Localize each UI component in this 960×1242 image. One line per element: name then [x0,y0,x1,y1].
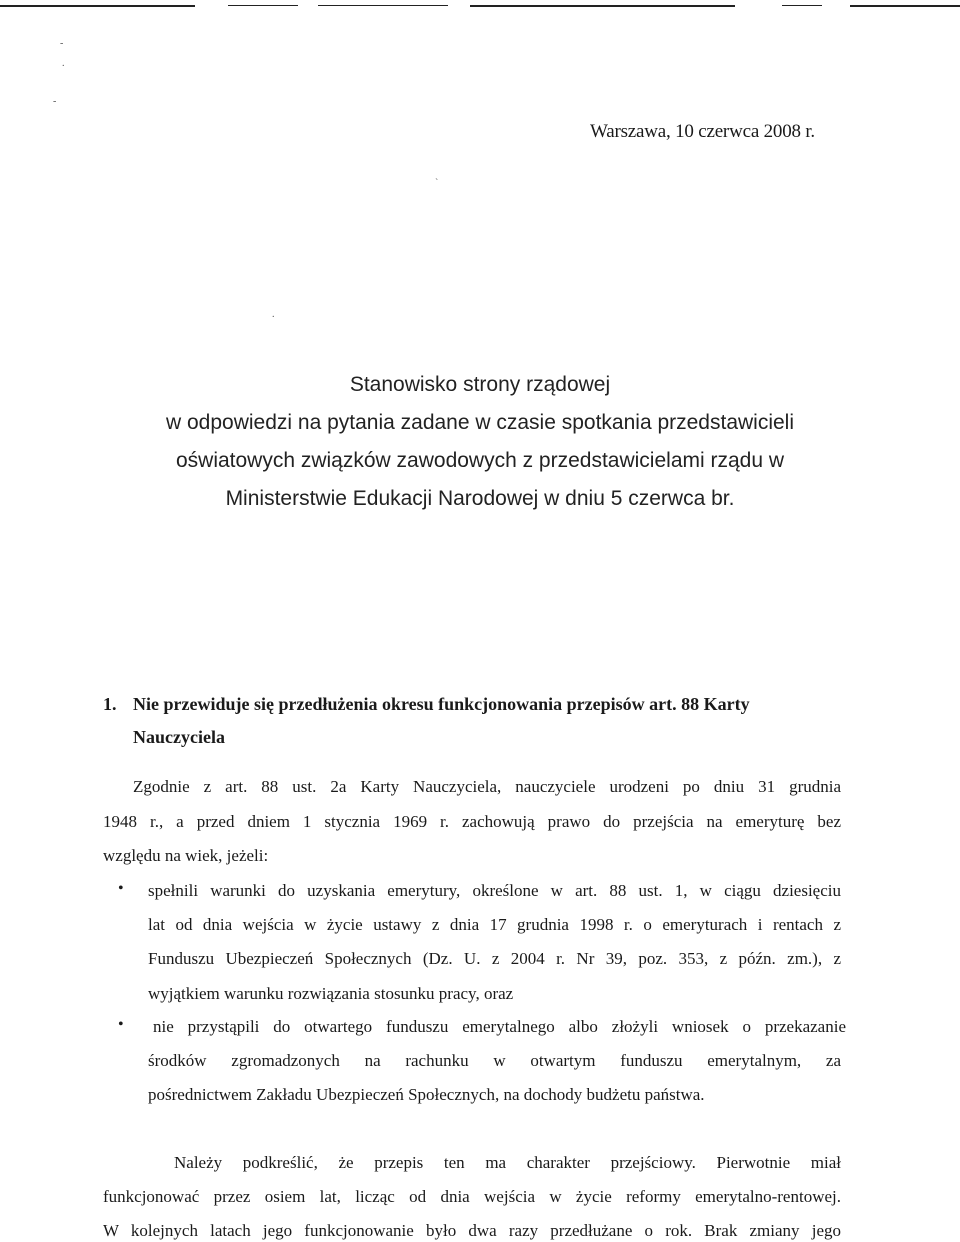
section-heading-text: Nie przewiduje się przedłużenia okresu funkcjonowania przepisów art. 88 Karty [133,694,750,714]
paragraph-line: Należy podkreślić, że przepis ten ma charakter przejściowy. Pierwotnie miał [174,1153,841,1172]
list-item-line: środków zgromadzonych na rachunku w otwartym funduszu emerytalnym, za [148,1051,841,1070]
top-rule-line [470,5,735,7]
list-item-line: spełnili warunki do uzyskania emerytury, określone w art. 88 ust. 1, w ciągu dziesięciu [148,881,841,900]
scan-speck: - [53,96,57,107]
title-line: w odpowiedzi na pytania zadane w czasie spotkania przedstawicieli [165,411,795,434]
top-rule-line [782,5,822,6]
paragraph-line: W kolejnych latach jego funkcjonowanie było dwa razy przedłużane o rok. Brak zmiany jego [103,1221,841,1240]
paragraph-line: względu na wiek, jeżeli: [103,846,269,865]
section-number: 1. [103,694,117,714]
section-heading-text: Nauczyciela [133,727,225,747]
top-rule-line [228,5,298,6]
top-rule-line [0,5,195,7]
paragraph-line: 1948 r., a przed dniem 1 stycznia 1969 r. zachowują prawo do przejścia na emeryturę bez [103,812,841,831]
list-item-line: lat od dnia wejścia w życie ustawy z dnia 17 grudnia 1998 r. o emeryturach i rentach z [148,915,841,934]
bullet-marker: • [118,1016,124,1033]
section-heading [103,688,853,754]
scan-speck: . [62,58,65,69]
list-item-line: pośrednictwem Zakładu Ubezpieczeń Społecznych, na dochody budżetu państwa. [148,1085,705,1104]
list-item-line: wyjątkiem warunku rozwiązania stosunku pracy, oraz [148,984,514,1003]
scan-speck: - [60,38,64,49]
paragraph-line: funkcjonować przez osiem lat, licząc od dnia wejścia w życie reformy emerytalno-rentowej. [103,1187,841,1206]
document-date: Warszawa, 10 czerwca 2008 r. [590,121,815,142]
title-line: oświatowych związków zawodowych z przedstawicielami rządu w [175,449,785,472]
title-line: Ministerstwie Edukacji Narodowej w dniu 5 czerwca br. [225,487,735,510]
paragraph-line: Zgodnie z art. 88 ust. 2a Karty Nauczyciela, nauczyciele urodzeni po dniu 31 grudnia [133,777,841,796]
top-rule-line [318,5,448,6]
title-line: Stanowisko strony rządowej [349,373,611,396]
scan-speck: ` [435,178,439,189]
document-title [0,366,960,518]
bullet-marker: • [118,880,124,897]
list-item-line: nie przystąpili do otwartego funduszu emerytalnego albo złożyli wniosek o przekazanie [153,1017,846,1036]
list-item-line: Funduszu Ubezpieczeń Społecznych (Dz. U. z 2004 r. Nr 39, poz. 353, z późn. zm.), z [148,949,841,968]
scan-speck: . [272,309,275,320]
top-rule-line [850,5,960,7]
